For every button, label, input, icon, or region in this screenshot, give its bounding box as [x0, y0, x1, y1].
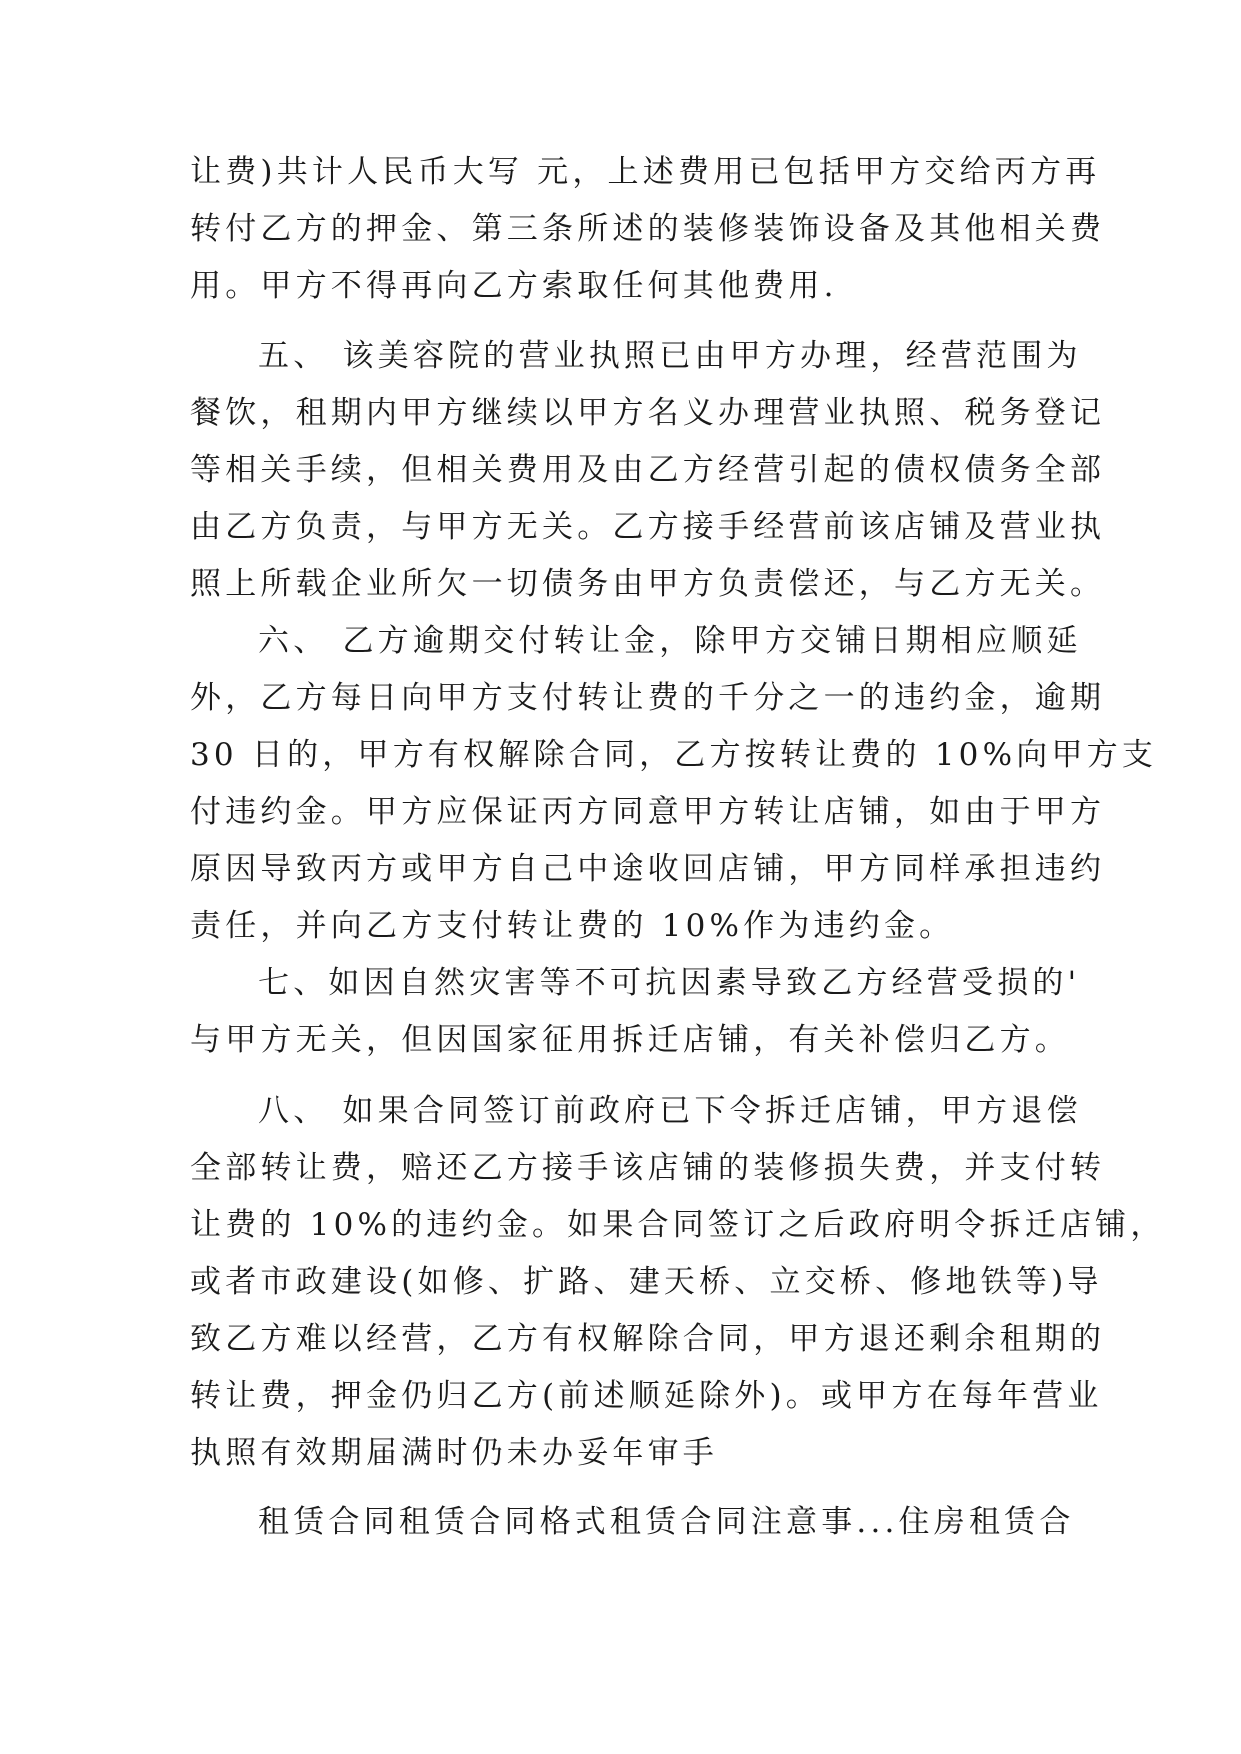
text-line: 30 日的，甲方有权解除合同，乙方按转让费的 10%向甲方支	[190, 737, 1158, 773]
paragraph-6-start: 六、 乙方逾期交付转让金，除甲方交铺日期相应顺延	[258, 623, 1082, 659]
text-line: 外，乙方每日向甲方支付转让费的千分之一的违约金，逾期	[190, 680, 1106, 716]
text-line: 全部转让费，赔还乙方接手该店铺的装修损失费，并支付转	[190, 1150, 1106, 1186]
text-line: 用。甲方不得再向乙方索取任何其他费用.	[190, 268, 838, 304]
paragraph-5-start: 五、 该美容院的营业执照已由甲方办理，经营范围为	[258, 338, 1082, 374]
text-line: 转付乙方的押金、第三条所述的装修装饰设备及其他相关费	[190, 211, 1106, 247]
paragraph-7-start: 七、如因自然灾害等不可抗因素导致乙方经营受损的'	[258, 965, 1081, 1001]
text-line: 致乙方难以经营，乙方有权解除合同，甲方退还剩余租期的	[190, 1321, 1106, 1357]
text-line: 责任，并向乙方支付转让费的 10%作为违约金。	[190, 908, 955, 944]
text-line: 照上所载企业所欠一切债务由甲方负责偿还，与乙方无关。	[190, 566, 1106, 602]
related-links-line: 租赁合同租赁合同格式租赁合同注意事...住房租赁合	[258, 1504, 1075, 1540]
text-line: 付违约金。甲方应保证丙方同意甲方转让店铺，如由于甲方	[190, 794, 1106, 830]
text-line: 执照有效期届满时仍未办妥年审手	[190, 1435, 718, 1471]
text-line: 由乙方负责，与甲方无关。乙方接手经营前该店铺及营业执	[190, 509, 1106, 545]
text-line: 原因导致丙方或甲方自己中途收回店铺，甲方同样承担违约	[190, 851, 1106, 887]
text-line: 等相关手续，但相关费用及由乙方经营引起的债权债务全部	[190, 452, 1106, 488]
text-line: 或者市政建设(如修、扩路、建天桥、立交桥、修地铁等)导	[190, 1264, 1103, 1300]
text-line: 让费)共计人民币大写 元，上述费用已包括甲方交给丙方再	[190, 154, 1101, 190]
text-line: 餐饮，租期内甲方继续以甲方名义办理营业执照、税务登记	[190, 395, 1106, 431]
text-line: 与甲方无关，但因国家征用拆迁店铺，有关补偿归乙方。	[190, 1022, 1070, 1058]
text-line: 转让费，押金仍归乙方(前述顺延除外)。或甲方在每年营业	[190, 1378, 1103, 1414]
paragraph-8-start: 八、 如果合同签订前政府已下令拆迁店铺，甲方退偿	[258, 1093, 1082, 1129]
text-line: 让费的 10%的违约金。如果合同签订之后政府明令拆迁店铺，	[190, 1207, 1166, 1243]
